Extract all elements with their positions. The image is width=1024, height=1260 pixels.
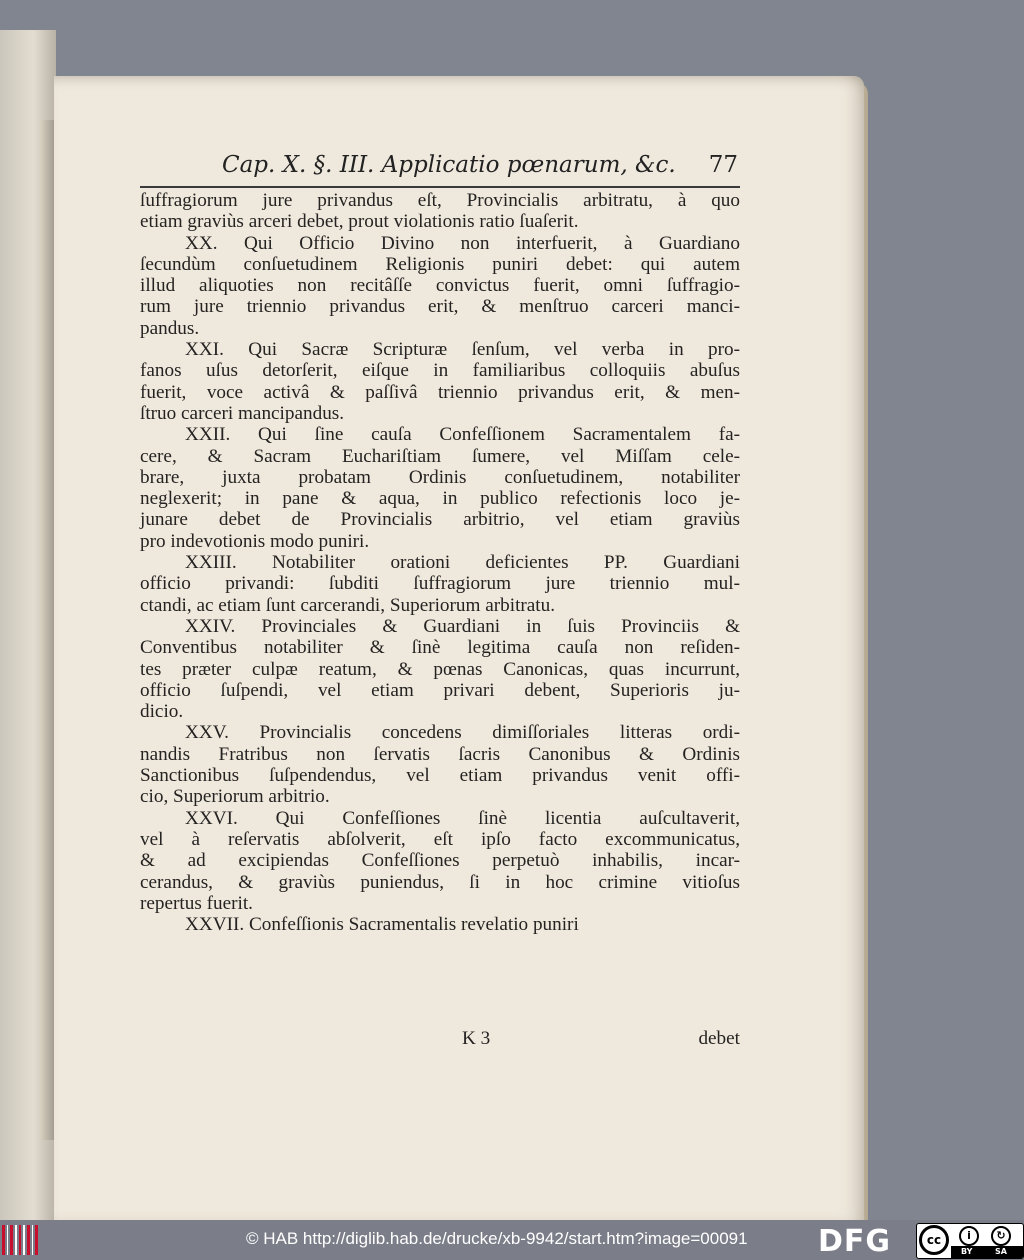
- text-line: pandus.: [140, 317, 200, 339]
- copyright-link[interactable]: © HAB http://diglib.hab.de/drucke/xb-9942/start.htm?image=00091: [246, 1229, 748, 1248]
- text-line: Sanctionibus ſuſpendendus, vel etiam privandus venit offi-: [140, 765, 740, 787]
- facing-page-fold: [40, 120, 54, 1140]
- text-line: Conventibus notabiliter & ſinè legitima cauſa non reſiden-: [140, 637, 740, 659]
- text-line: illud aliquoties non recitâſſe convictus fuerit, omni ſuffragio-: [140, 275, 740, 297]
- text-line: ſecundùm conſuetudinem Religionis puniri debet: qui autem: [140, 253, 740, 275]
- by-label: BY: [961, 1247, 973, 1256]
- text-line: vel à reſervatis abſolverit, eſt ipſo facto excommunicatus,: [140, 828, 740, 850]
- sa-label: SA: [995, 1247, 1007, 1256]
- text-line: ſuffragiorum jure privandus eſt, Provincialis arbitratu, à quo: [140, 190, 740, 211]
- text-line: XX. Qui Officio Divino non interfuerit, à Guardiano: [185, 232, 740, 254]
- dfg-logo: DFG: [818, 1224, 892, 1259]
- text-line: dicio.: [140, 701, 184, 723]
- text-line: cere, & Sacram Euchariſtiam ſumere, vel Miſſam cele-: [140, 445, 740, 467]
- text-line: neglexerit; in pane & aqua, in publico refectionis loco je-: [140, 488, 740, 510]
- running-title: Cap. X. §. III. Applicatio pœnarum, &c.: [222, 152, 676, 178]
- text-line: XXII. Qui ſine cauſa Confeſſionem Sacramentalem fa-: [185, 424, 740, 446]
- running-header: [140, 152, 740, 188]
- text-line: XXVI. Qui Confeſſiones ſinè licentia auſcultaverit,: [185, 807, 740, 829]
- text-line: ſtruo carceri mancipandus.: [140, 402, 345, 424]
- cc-license-badge[interactable]: [916, 1223, 1024, 1259]
- text-line: etiam graviùs arceri debet, prout violationis ratio ſuaſerit.: [140, 211, 579, 233]
- header-rule: [140, 186, 740, 188]
- text-line: officio privandi: ſubditi ſuffragiorum jure triennio mul-: [140, 573, 740, 595]
- page-footer: [140, 1028, 740, 1052]
- text-line: pro indevotionis modo puniri.: [140, 530, 370, 552]
- page-number: 77: [708, 152, 738, 178]
- body-text: [140, 190, 740, 935]
- text-line: rum jure triennio privandus erit, & menſtruo carceri manci-: [140, 296, 740, 318]
- text-line: junare debet de Provincialis arbitrio, vel etiam graviùs: [140, 509, 740, 531]
- text-line: officio ſuſpendi, vel etiam privari debent, Superioris ju-: [140, 679, 740, 701]
- text-line: tes præter culpæ reatum, & pœnas Canonicas, quas incurrunt,: [140, 658, 740, 680]
- text-line: cerandus, & graviùs puniendus, ſi in hoc crimine vitioſus: [140, 871, 740, 893]
- share-alike-icon: ↻: [991, 1226, 1011, 1246]
- text-line: & ad excipiendas Confeſſiones perpetuò inhabilis, incar-: [140, 850, 740, 872]
- text-line: cio, Superiorum arbitrio.: [140, 786, 330, 808]
- text-line: XXIV. Provinciales & Guardiani in ſuis Provinciis &: [185, 615, 740, 637]
- viewer-bottom-bar: [0, 1220, 1024, 1260]
- catchword: debet: [698, 1028, 740, 1049]
- attribution-icon: i: [959, 1226, 979, 1246]
- text-line: fanos uſus detorſerit, eiſque in familiaribus colloquiis abuſus: [140, 360, 740, 382]
- text-line: repertus fuerit.: [140, 892, 253, 914]
- signature-mark: K 3: [462, 1028, 491, 1049]
- hab-logo-icon: [2, 1225, 38, 1255]
- text-line: ctandi, ac etiam ſunt carcerandi, Superiorum arbitratu.: [140, 594, 556, 616]
- text-line: XXVII. Confeſſionis Sacramentalis revelatio puniri: [185, 914, 579, 936]
- text-line: nandis Fratribus non ſervatis ſacris Canonibus & Ordinis: [140, 743, 740, 765]
- text-line: brare, juxta probatam Ordinis conſuetudinem, notabiliter: [140, 466, 740, 488]
- cc-icon: cc: [919, 1225, 949, 1255]
- text-line: fuerit, voce activâ & paſſivâ triennio privandus erit, & men-: [140, 381, 740, 403]
- text-line: XXV. Provincialis concedens dimiſſoriales litteras ordi-: [185, 722, 740, 744]
- license-strip: [951, 1246, 1023, 1258]
- text-line: XXI. Qui Sacræ Scripturæ ſenſum, vel verba in pro-: [185, 339, 740, 361]
- text-line: XXIII. Notabiliter orationi deficientes PP. Guardiani: [185, 552, 740, 574]
